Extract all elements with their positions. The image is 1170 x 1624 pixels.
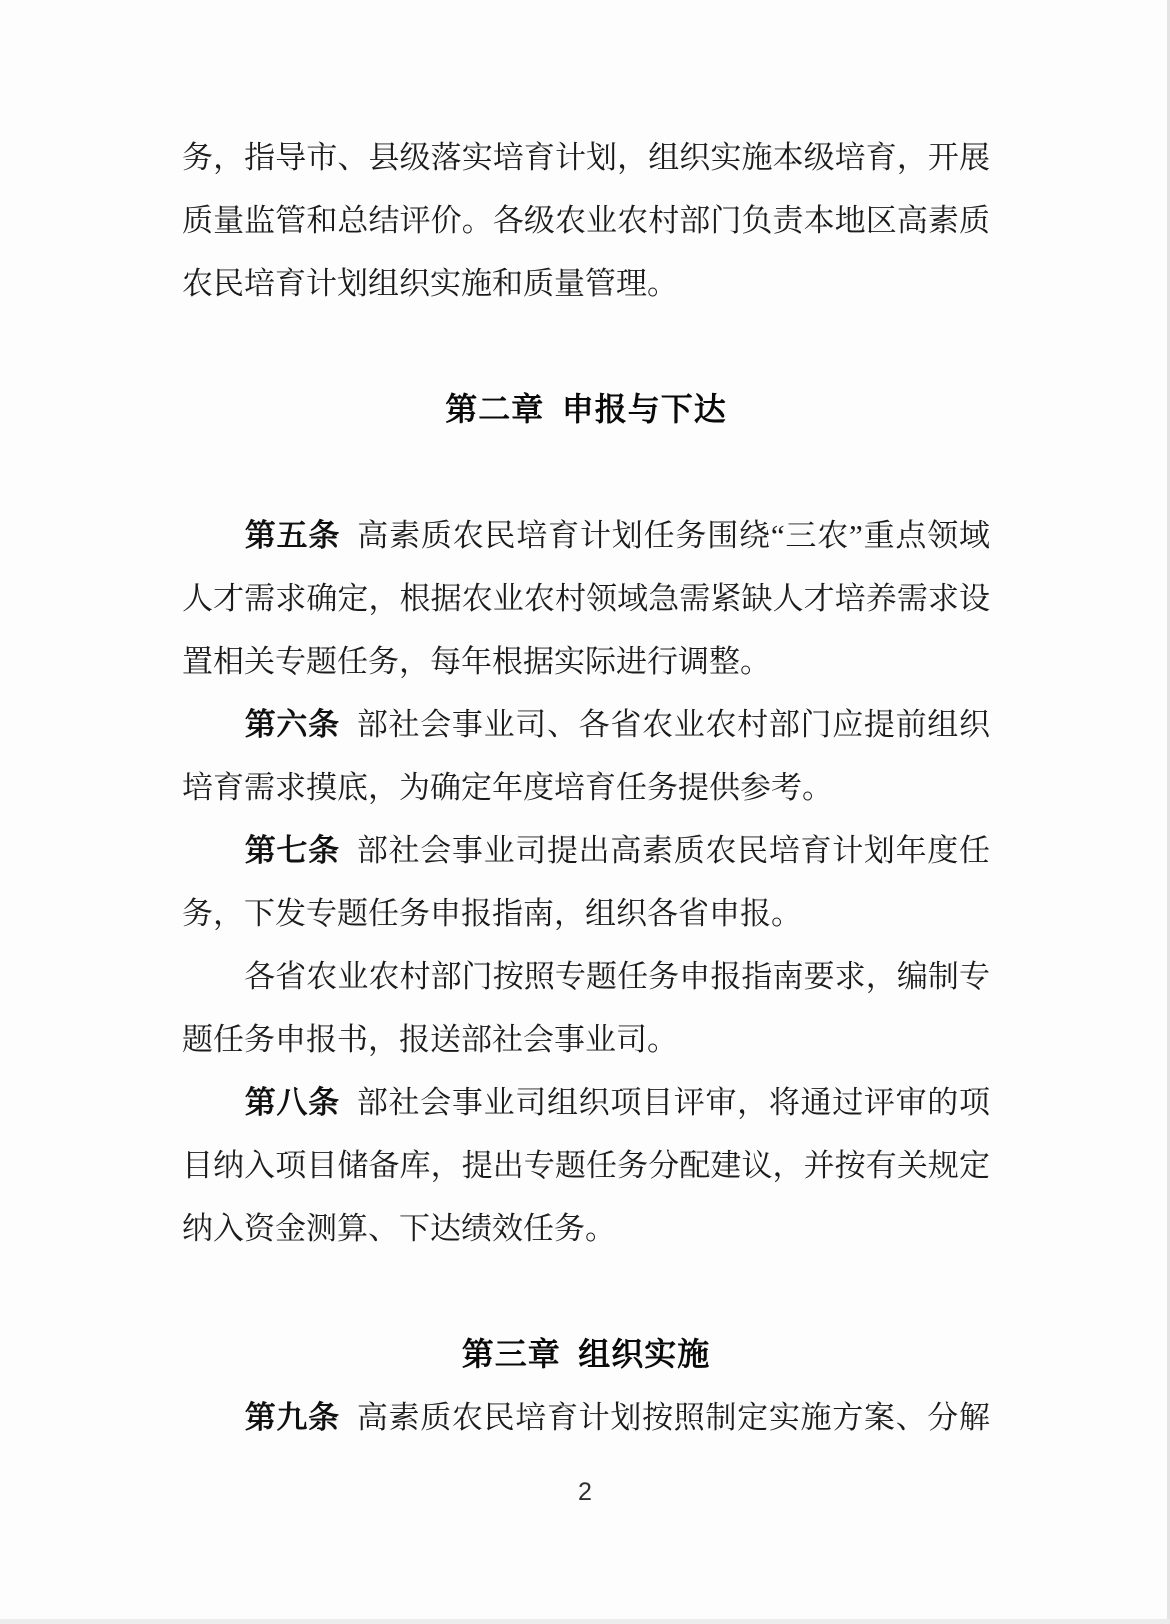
article-5-label: 第五条 <box>244 518 341 553</box>
text-line <box>182 945 990 1008</box>
paragraph-continuation <box>182 126 990 315</box>
chapter-2-title: 申报与下达 <box>561 391 727 427</box>
text-line: 农民培育计划组织实施和质量管理。 <box>182 266 678 301</box>
article-8-label: 第八条 <box>244 1085 340 1120</box>
text-line: 题任务申报书，报送部社会事业司。 <box>182 1022 678 1057</box>
article-6-text: 部社会事业司、各省农业农村部门应提前组织 <box>356 707 991 742</box>
text-line: 培育需求摸底，为确定年度培育任务提供参考。 <box>182 770 833 805</box>
text-line <box>182 693 990 756</box>
chapter-3-title: 组织实施 <box>578 1336 711 1372</box>
article-7 <box>182 819 990 945</box>
article-5 <box>182 504 990 693</box>
article-9-label: 第九条 <box>244 1400 340 1435</box>
text-line: 纳入资金测算、下达绩效任务。 <box>182 1211 616 1246</box>
article-6 <box>182 693 990 819</box>
text-line <box>182 504 990 567</box>
article-5-text: 高素质农民培育计划任务围绕“三农”重点领域 <box>357 518 990 553</box>
text-line: 目纳入项目储备库，提出专题任务分配建议，并按有关规定 <box>182 1148 990 1183</box>
article-9-text: 高素质农民培育计划按照制定实施方案、分解 <box>356 1400 991 1435</box>
paragraph-provinces <box>182 945 990 1071</box>
chapter-3-number: 第三章 <box>461 1336 561 1372</box>
text-line <box>182 1386 990 1449</box>
paragraph-provinces-text: 各省农业农村部门按照专题任务申报指南要求，编制专 <box>244 959 990 994</box>
page-number: 2 <box>578 1478 592 1506</box>
document-content <box>182 126 990 1449</box>
chapter-2-number: 第二章 <box>445 391 545 427</box>
text-line: 人才需求确定，根据农业农村领域急需紧缺人才培养需求设 <box>182 581 990 616</box>
text-line: 质量监管和总结评价。各级农业农村部门负责本地区高素质 <box>182 203 990 238</box>
article-7-text: 部社会事业司提出高素质农民培育计划年度任 <box>356 833 991 868</box>
scan-edge-bottom <box>0 1619 1170 1624</box>
article-8-text: 部社会事业司组织项目评审，将通过评审的项 <box>356 1085 991 1120</box>
article-7-label: 第七条 <box>244 833 340 868</box>
chapter-3-heading <box>182 1323 990 1386</box>
article-9 <box>182 1386 990 1449</box>
text-line: 务，下发专题任务申报指南，组织各省申报。 <box>182 896 802 931</box>
article-8 <box>182 1071 990 1260</box>
text-line <box>182 1071 990 1134</box>
chapter-2-heading <box>182 378 990 441</box>
text-line <box>182 819 990 882</box>
text-line: 务，指导市、县级落实培育计划，组织实施本级培育，开展 <box>182 140 990 175</box>
text-line: 置相关专题任务，每年根据实际进行调整。 <box>182 644 771 679</box>
article-6-label: 第六条 <box>244 707 340 742</box>
